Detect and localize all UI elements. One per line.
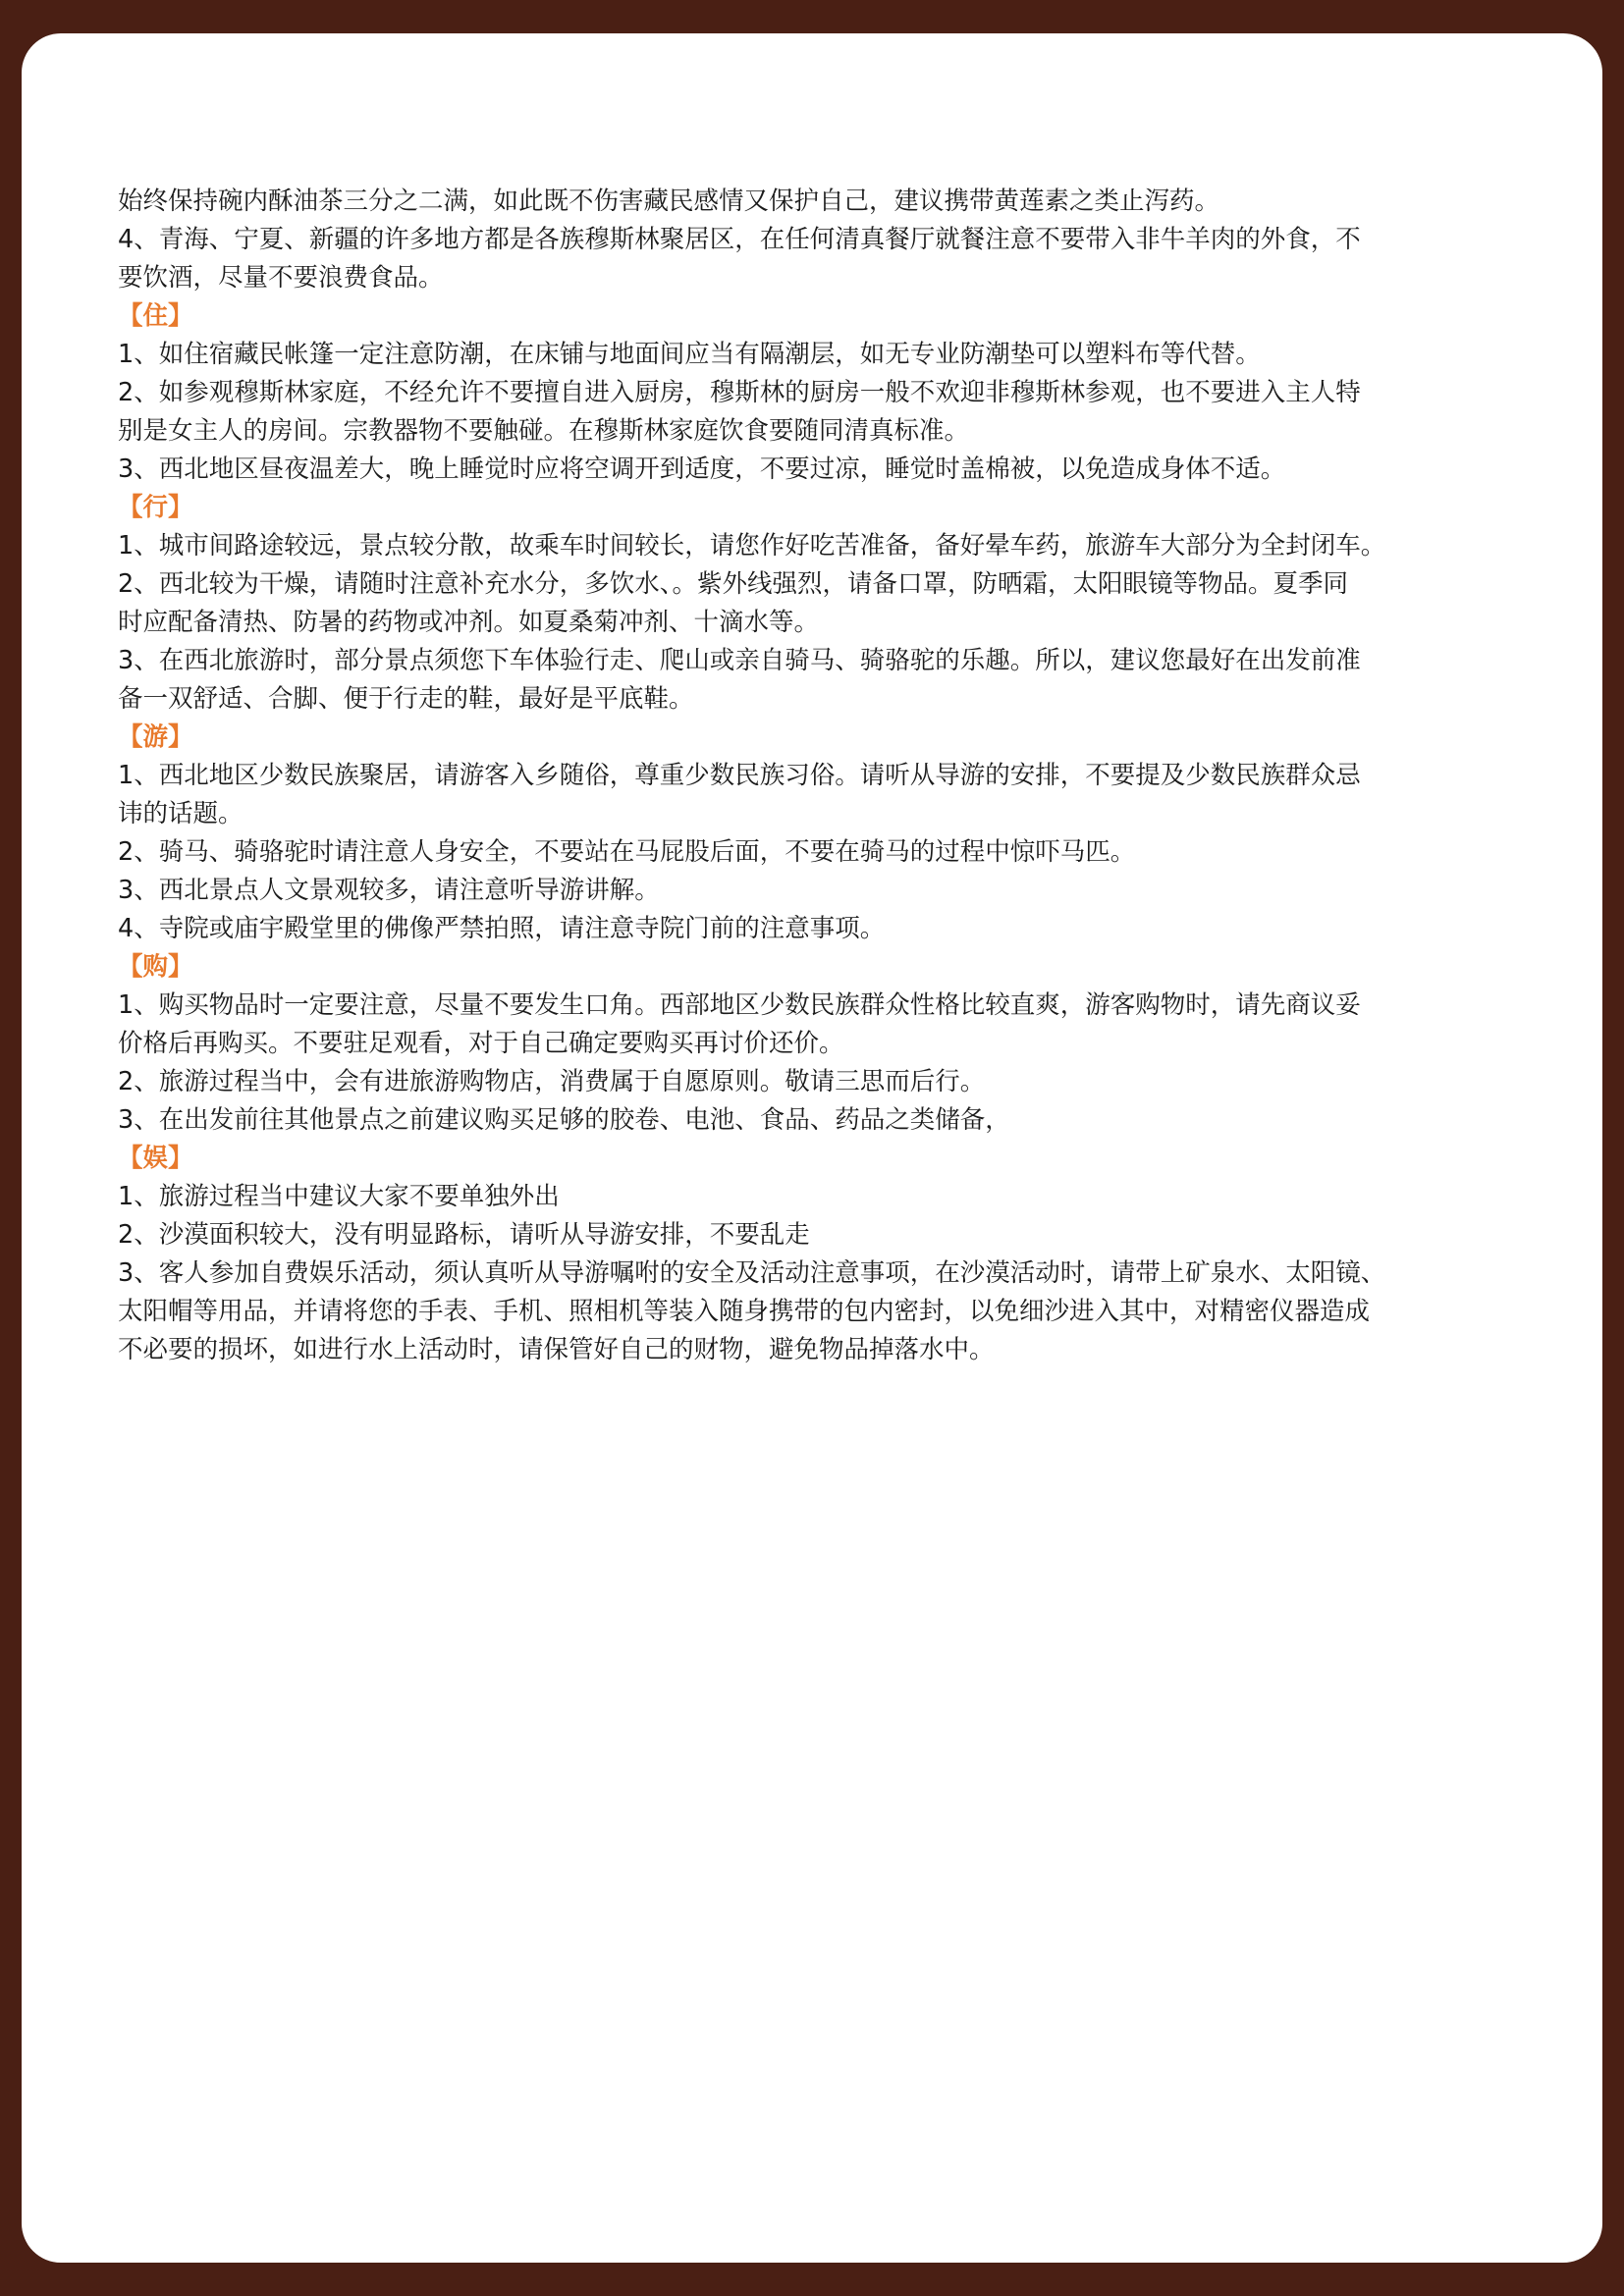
section-heading: 【住】: [118, 301, 193, 331]
text-line: 要饮酒，尽量不要浪费食品。: [118, 263, 444, 293]
section-entertainment: [118, 1140, 1553, 1369]
paragraph: [118, 757, 1553, 833]
text-line: 4、青海、宁夏、新疆的许多地方都是各族穆斯林聚居区，在任何清真餐厅就餐注意不要带入非牛羊肉的外食，不: [118, 225, 1361, 254]
text-line: 2、旅游过程当中，会有进旅游购物店，消费属于自愿原则。敬请三思而后行。: [118, 1067, 986, 1096]
section-heading: 【娱】: [118, 1144, 193, 1173]
paragraph: [118, 910, 1553, 948]
text-line: 备一双舒适、合脚、便于行走的鞋，最好是平底鞋。: [118, 684, 694, 714]
paragraph: [118, 1216, 1553, 1255]
text-line: 1、城市间路途较远，景点较分散，故乘车时间较长，请您作好吃苦准备，备好晕车药，旅游车大部分为全封闭车。: [118, 531, 1386, 561]
section-travel: [118, 489, 1553, 719]
text-line: 1、如住宿藏民帐篷一定注意防潮，在床铺与地面间应当有隔潮层，如无专业防潮垫可以塑料布等代替。: [118, 340, 1261, 369]
paragraph: [118, 833, 1553, 872]
text-line: 2、沙漠面积较大，没有明显路标，请听从导游安排，不要乱走: [118, 1220, 810, 1250]
paragraph: [118, 1255, 1553, 1369]
paragraph: [118, 183, 1553, 221]
text-line: 3、在西北旅游时，部分景点须您下车体验行走、爬山或亲自骑马、骑骆驼的乐趣。所以，建议您最好在出发前准: [118, 646, 1361, 675]
text-line: 4、寺院或庙宇殿堂里的佛像严禁拍照，请注意寺院门前的注意事项。: [118, 914, 886, 943]
document-page: [22, 33, 1602, 2263]
paragraph: [118, 451, 1553, 489]
document-content: [118, 183, 1553, 1369]
paragraph: [118, 987, 1553, 1063]
text-line: 3、在出发前往其他景点之前建议购买足够的胶卷、电池、食品、药品之类储备，: [118, 1105, 1010, 1135]
text-line: 价格后再购买。不要驻足观看，对于自己确定要购买再讨价还价。: [118, 1029, 844, 1058]
section-heading: 【购】: [118, 952, 193, 982]
text-line: 不必要的损坏，如进行水上活动时，请保管好自己的财物，避免物品掉落水中。: [118, 1335, 995, 1364]
text-line: 2、骑马、骑骆驼时请注意人身安全，不要站在马屁股后面，不要在骑马的过程中惊吓马匹。: [118, 837, 1136, 867]
text-line: 始终保持碗内酥油茶三分之二满，如此既不伤害藏民感情又保护自己，建议携带黄莲素之类止泻药。: [118, 187, 1220, 216]
section-food-continued: [118, 183, 1553, 297]
section-sightseeing: [118, 719, 1553, 948]
paragraph: [118, 221, 1553, 297]
text-line: 讳的话题。: [118, 799, 244, 828]
paragraph: [118, 642, 1553, 719]
text-line: 1、购买物品时一定要注意，尽量不要发生口角。西部地区少数民族群众性格比较直爽，游客购物时，请先商议妥: [118, 990, 1361, 1020]
text-line: 太阳帽等用品，并请将您的手表、手机、照相机等装入随身携带的包内密封，以免细沙进入其中，对精密仪器造成: [118, 1297, 1371, 1326]
text-line: 别是女主人的房间。宗教器物不要触碰。在穆斯林家庭饮食要随同清真标准。: [118, 416, 970, 446]
paragraph: [118, 565, 1553, 642]
section-lodging: [118, 297, 1553, 489]
section-heading: 【行】: [118, 493, 193, 522]
text-line: 3、西北景点人文景观较多，请注意听导游讲解。: [118, 876, 660, 905]
paragraph: [118, 1063, 1553, 1101]
paragraph: [118, 1178, 1553, 1216]
paragraph: [118, 527, 1553, 565]
text-line: 2、西北较为干燥，请随时注意补充水分，多饮水、。紫外线强烈，请备口罩，防晒霜，太阳眼镜等物品。夏季同: [118, 569, 1348, 599]
section-heading: 【游】: [118, 722, 193, 752]
text-line: 1、西北地区少数民族聚居，请游客入乡随俗，尊重少数民族习俗。请听从导游的安排，不要提及少数民族群众忌: [118, 761, 1361, 790]
text-line: 3、西北地区昼夜温差大，晚上睡觉时应将空调开到适度，不要过凉，睡觉时盖棉被，以免造成身体不适。: [118, 454, 1286, 484]
section-shopping: [118, 948, 1553, 1140]
text-line: 1、旅游过程当中建议大家不要单独外出: [118, 1182, 560, 1211]
paragraph: [118, 336, 1553, 374]
paragraph: [118, 374, 1553, 451]
text-line: 时应配备清热、防暑的药物或冲剂。如夏桑菊冲剂、十滴水等。: [118, 608, 820, 637]
paragraph: [118, 1101, 1553, 1140]
paragraph: [118, 872, 1553, 910]
text-line: 2、如参观穆斯林家庭，不经允许不要擅自进入厨房，穆斯林的厨房一般不欢迎非穆斯林参观，也不要进入主人特: [118, 378, 1361, 407]
text-line: 3、客人参加自费娱乐活动，须认真听从导游嘱咐的安全及活动注意事项，在沙漠活动时，请带上矿泉水、太阳镜、: [118, 1258, 1386, 1288]
